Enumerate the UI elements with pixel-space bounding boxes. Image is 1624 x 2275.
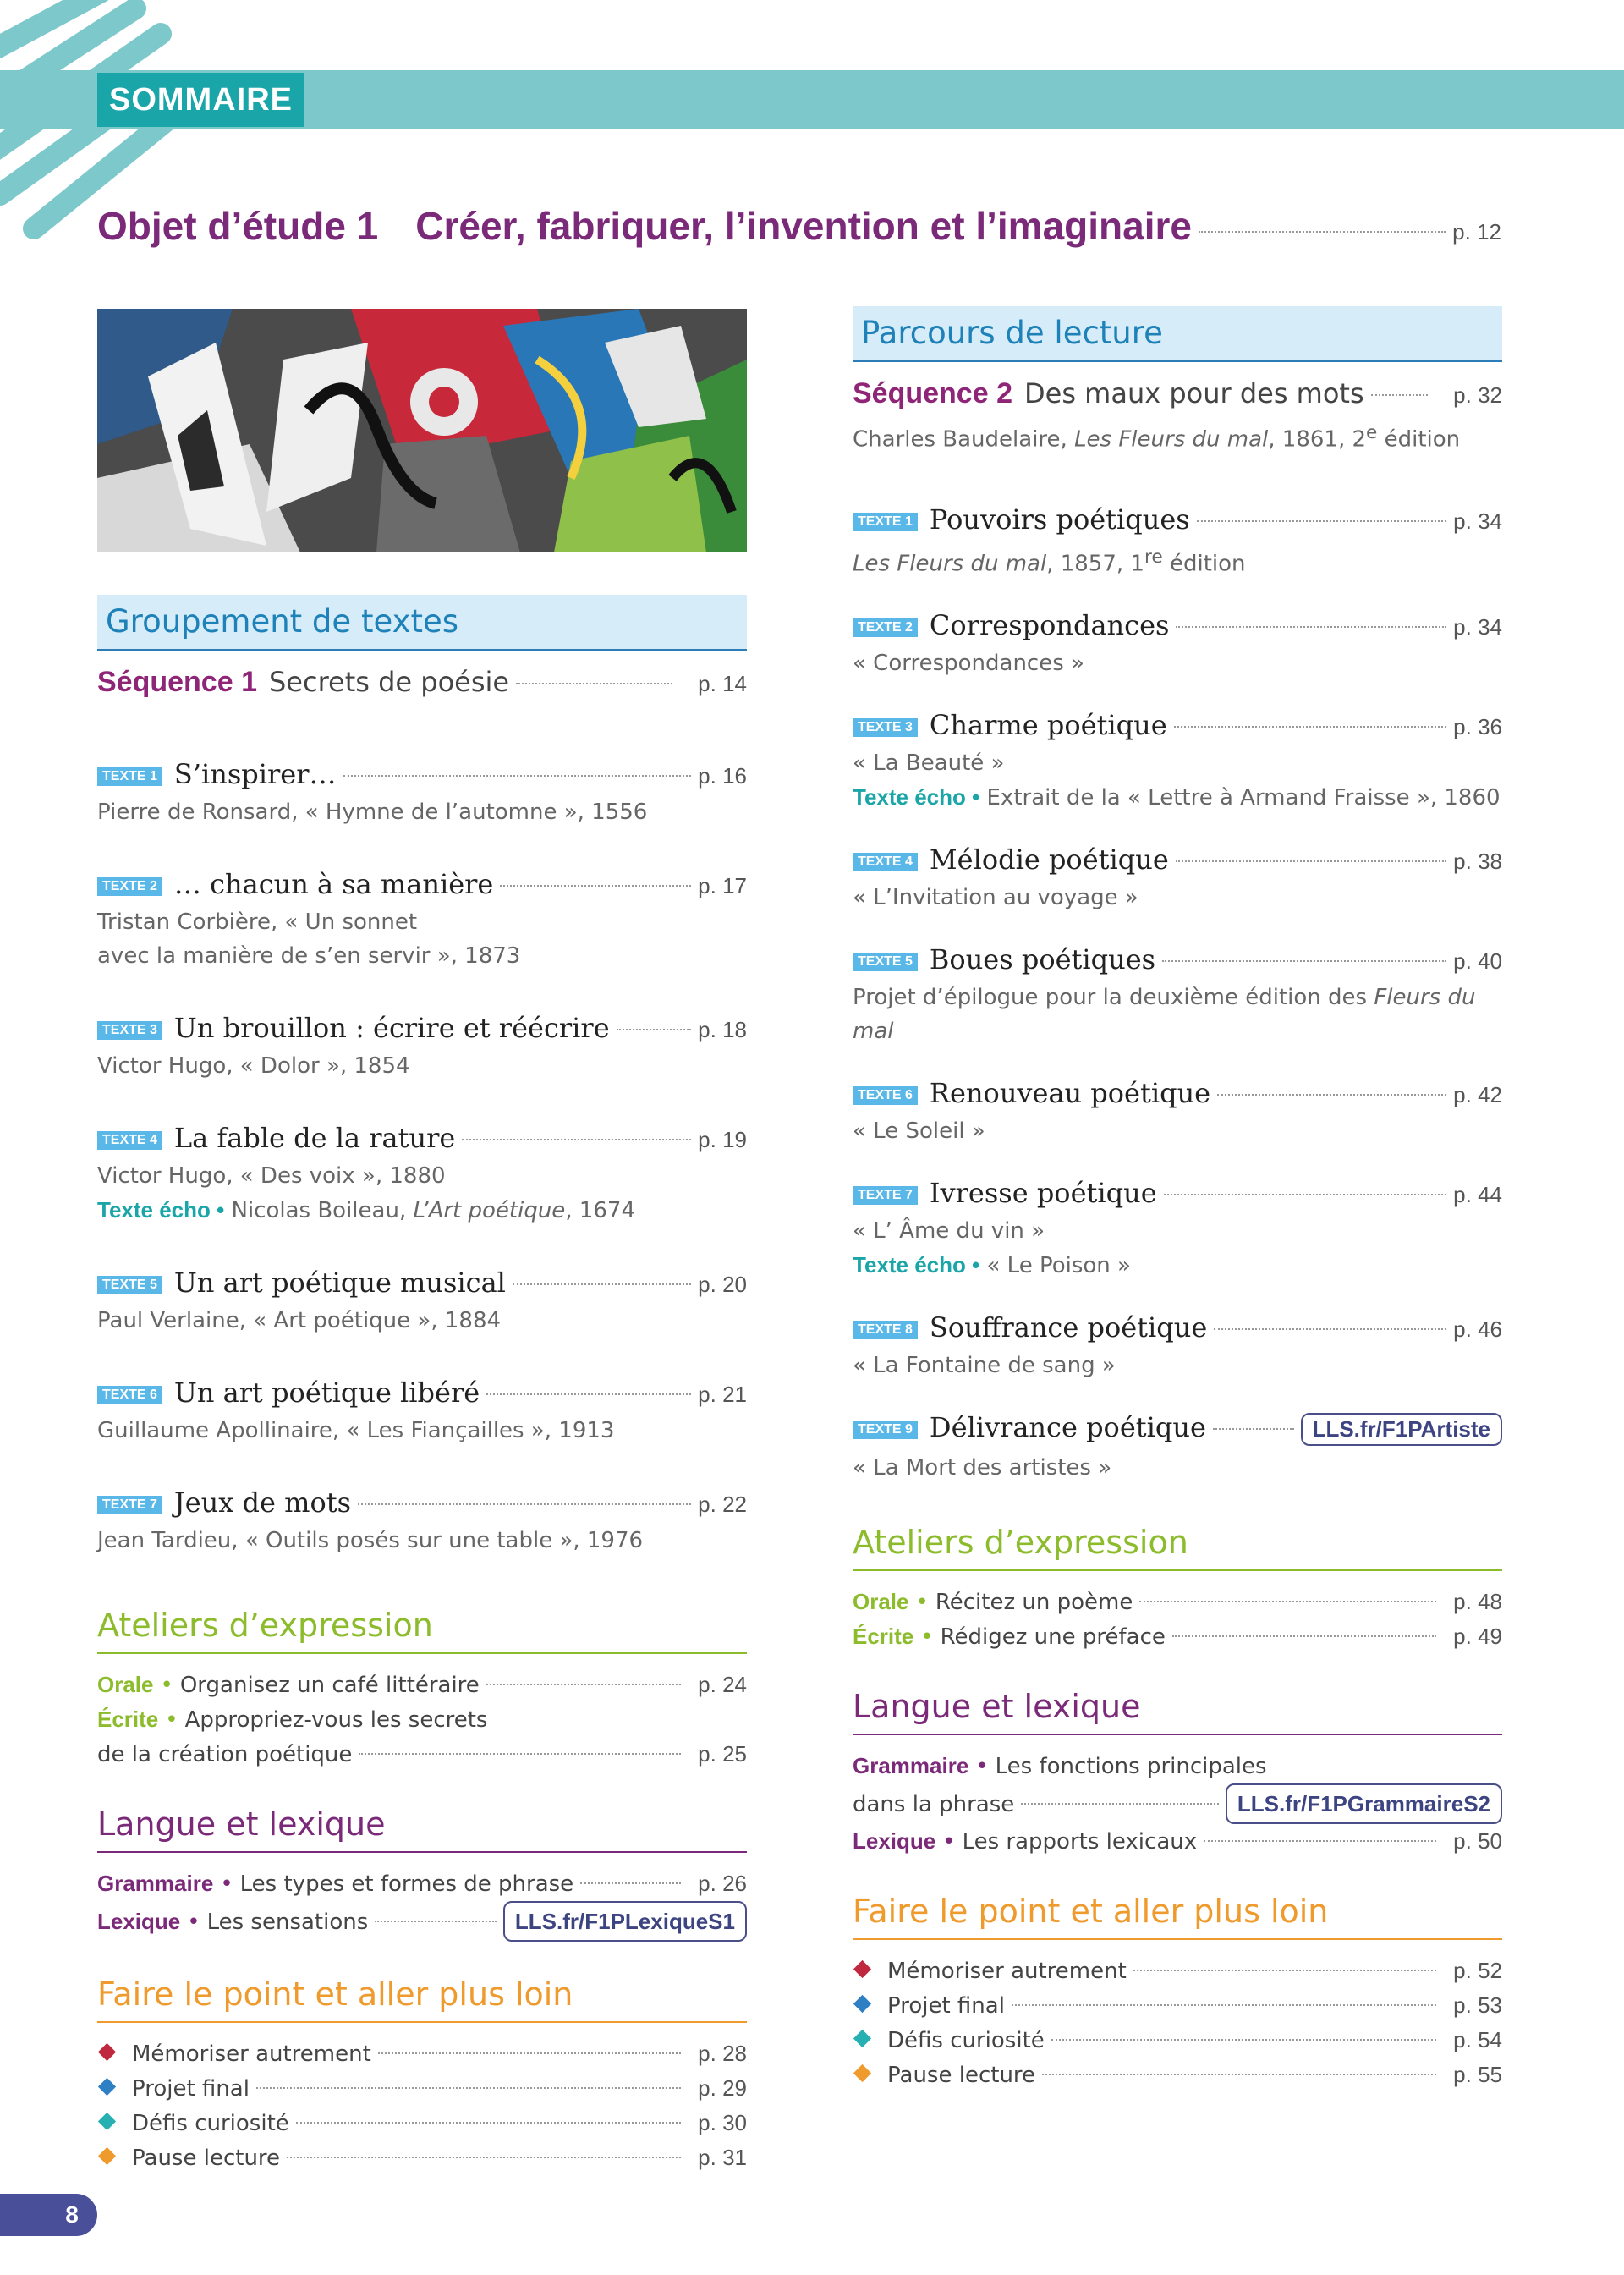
texte-source: « L’Invitation au voyage » <box>853 885 1138 911</box>
texte-title: Mélodie poétique <box>929 844 1169 876</box>
texte-link[interactable]: LLS.fr/F1PArtiste <box>1301 1413 1502 1446</box>
seq-sup: e <box>1366 422 1378 443</box>
faire-page: p. 30 <box>698 2110 747 2135</box>
band-groupement: Groupement de textes <box>97 595 747 651</box>
faire-list <box>97 2036 747 2175</box>
langue-lexique[interactable] <box>853 1824 1502 1859</box>
texte-source: « Le Soleil » <box>853 1118 985 1145</box>
texte-entry[interactable] <box>97 1122 747 1228</box>
atelier-orale[interactable] <box>97 1668 747 1702</box>
texte-page: p. 16 <box>698 763 747 789</box>
texte-title: Ivresse poétique <box>929 1177 1157 1210</box>
texte-title: Un brouillon : écrire et réécrire <box>173 1012 610 1044</box>
lexique-page: p. 50 <box>1453 1828 1502 1855</box>
atelier-ecrite[interactable] <box>853 1619 1502 1654</box>
texte-echo <box>853 1248 1502 1283</box>
leader-dots <box>1012 2004 1436 2006</box>
grammaire-tag: Grammaire <box>853 1753 969 1779</box>
texte-badge: TEXTE 7 <box>97 1496 162 1514</box>
texte-desc: Projet d’épilogue pour la deuxième édition des <box>853 985 1368 1011</box>
leader-dots <box>1174 726 1447 728</box>
sommaire-label: SOMMAIRE <box>97 73 304 127</box>
diamond-icon <box>98 2113 116 2130</box>
texte-title: S’inspirer… <box>173 758 337 790</box>
texte-badge: TEXTE 2 <box>97 877 162 896</box>
ateliers-list <box>97 1668 747 1772</box>
leader-dots <box>287 2157 681 2158</box>
echo-label: Texte écho • <box>853 1252 980 1278</box>
bullet-dot: • <box>165 1707 178 1733</box>
leader-dots <box>462 1139 691 1140</box>
faire-item[interactable] <box>97 2106 747 2140</box>
faire-page: p. 55 <box>1453 2062 1502 2088</box>
faire-item[interactable] <box>853 1988 1502 2023</box>
faire-label: Mémoriser autrement <box>132 2041 371 2067</box>
texte-page: p. 36 <box>1453 714 1502 740</box>
texte-sup: re <box>1144 546 1163 568</box>
grammaire-text: Les fonctions principales <box>995 1754 1267 1780</box>
bullet-dot: • <box>160 1673 173 1698</box>
texte-title: Charme poétique <box>929 709 1167 742</box>
echo-label: Texte écho • <box>97 1197 225 1223</box>
objet-heading[interactable] <box>97 203 1501 249</box>
texte-badge: TEXTE 1 <box>97 767 162 786</box>
grammaire-tag: Grammaire <box>97 1871 214 1896</box>
texte-page: p. 34 <box>1453 614 1502 640</box>
right-column <box>853 306 1502 2092</box>
texte-source: Victor Hugo, « Dolor », 1854 <box>97 1053 410 1079</box>
texte-year: , 1857, 1 <box>1046 551 1144 577</box>
texte-title: Délivrance poétique <box>929 1411 1206 1444</box>
faire-page: p. 54 <box>1453 2027 1502 2053</box>
faire-item[interactable] <box>97 2140 747 2175</box>
texte-page: p. 17 <box>698 873 747 898</box>
bullet-dot: • <box>942 1829 956 1855</box>
leader-dots <box>296 2122 681 2124</box>
leader-dots <box>516 683 672 684</box>
ecrite-page: p. 49 <box>1453 1624 1502 1650</box>
seq-year: , 1861, 2 <box>1268 426 1367 453</box>
faire-item[interactable] <box>97 2036 747 2071</box>
faire-label: Défis curiosité <box>887 2028 1045 2054</box>
faire-item[interactable] <box>853 1954 1502 1988</box>
faire-label: Projet final <box>887 1993 1005 2019</box>
texte-title: Renouveau poétique <box>929 1077 1211 1110</box>
texte-badge: TEXTE 5 <box>853 953 918 971</box>
diamond-icon <box>98 2078 116 2096</box>
texte-title: Correspondances <box>929 609 1170 642</box>
leader-dots <box>500 885 691 887</box>
echo-label: Texte écho • <box>853 784 980 811</box>
texte-title: Un art poétique libéré <box>173 1377 480 1409</box>
leader-dots <box>513 1283 691 1285</box>
texte-page: p. 46 <box>1453 1316 1502 1343</box>
orale-text: Récitez un poème <box>935 1590 1133 1616</box>
section-langue: Langue et lexique <box>97 1805 747 1853</box>
echo-year: , 1674 <box>565 1198 636 1223</box>
ecrite-tag: Écrite <box>853 1624 914 1650</box>
leader-dots <box>580 1882 681 1884</box>
texte-page: p. 18 <box>698 1017 747 1042</box>
atelier-orale[interactable] <box>853 1585 1502 1619</box>
faire-label: Projet final <box>132 2076 250 2102</box>
texte-entry[interactable] <box>97 1012 747 1083</box>
texte-page: p. 20 <box>698 1272 747 1297</box>
texte-entry[interactable] <box>97 868 747 973</box>
section-ateliers: Ateliers d’expression <box>97 1607 747 1654</box>
texte-badge: TEXTE 3 <box>97 1021 162 1040</box>
band-parcours: Parcours de lecture <box>853 306 1502 362</box>
langue-grammaire-cont[interactable] <box>853 1783 1502 1824</box>
sequence-title: Des maux pour des mots <box>1023 377 1364 409</box>
leader-dots <box>1051 2039 1436 2041</box>
sequence-source <box>853 417 1502 456</box>
leader-dots <box>1204 1840 1436 1842</box>
texte-source: « L’ Âme du vin » <box>853 1218 1045 1245</box>
leader-dots <box>378 2052 681 2054</box>
texte-source: Victor Hugo, « Des voix », 1880 <box>97 1163 446 1189</box>
section-faire-le-point: Faire le point et aller plus loin <box>853 1893 1502 1940</box>
faire-page: p. 53 <box>1453 1992 1502 2019</box>
sequence-page: p. 14 <box>698 671 747 696</box>
texte-source: « Correspondances » <box>853 651 1084 677</box>
texte-entry[interactable] <box>97 1377 747 1448</box>
texte-title: … chacun à sa manière <box>173 868 494 900</box>
ateliers-list <box>853 1585 1502 1654</box>
leader-dots <box>1162 960 1446 962</box>
leader-dots <box>1176 860 1446 862</box>
grammaire-text: Les types et formes de phrase <box>239 1871 574 1897</box>
orale-tag: Orale <box>853 1589 909 1615</box>
texte-source: Tristan Corbière, « Un sonnet <box>97 909 418 935</box>
texte-source: « La Fontaine de sang » <box>853 1353 1116 1379</box>
section-ateliers: Ateliers d’expression <box>853 1524 1502 1571</box>
texte-source: Guillaume Apollinaire, « Les Fiançailles », 1913 <box>97 1418 615 1443</box>
sequence-1[interactable] <box>97 666 747 699</box>
grammaire-link[interactable]: LLS.fr/F1PGrammaireS2 <box>1226 1783 1502 1824</box>
texte-page: p. 38 <box>1453 849 1502 875</box>
texte-echo <box>853 780 1502 815</box>
faire-label: Pause lecture <box>887 2063 1036 2089</box>
left-column <box>97 595 747 2175</box>
texte-page: p. 42 <box>1453 1082 1502 1108</box>
texte-entry[interactable] <box>853 1411 1502 1485</box>
texte-work: Les Fleurs du mal <box>853 551 1047 577</box>
texte-entry[interactable] <box>853 609 1502 680</box>
texte-source: Jean Tardieu, « Outils posés sur une table », 1976 <box>97 1528 644 1553</box>
texte-badge: TEXTE 1 <box>853 513 918 531</box>
texte-badge: TEXTE 3 <box>853 718 918 737</box>
orale-page: p. 48 <box>1453 1589 1502 1615</box>
leader-dots <box>1042 2074 1436 2075</box>
orale-tag: Orale <box>97 1672 154 1697</box>
texte-entry[interactable] <box>853 503 1502 581</box>
leader-dots <box>1371 394 1428 396</box>
leader-dots <box>617 1029 692 1030</box>
lexique-link[interactable]: LLS.fr/F1PLexiqueS1 <box>503 1901 747 1942</box>
diamond-icon <box>98 2043 116 2061</box>
diamond-icon <box>853 1995 871 2013</box>
echo-text: « Le Poison » <box>986 1253 1131 1279</box>
section-faire-le-point: Faire le point et aller plus loin <box>97 1976 747 2023</box>
texte-source: « La Beauté » <box>853 750 1005 777</box>
ecrite-tag: Écrite <box>97 1706 159 1732</box>
faire-page: p. 52 <box>1453 1958 1502 1984</box>
texte-work: Fleurs du mal <box>853 985 1476 1045</box>
sequence-title: Secrets de poésie <box>268 666 510 698</box>
faire-page: p. 28 <box>698 2041 747 2066</box>
diamond-icon <box>853 1960 871 1978</box>
ecrite-text: Appropriez-vous les secrets <box>184 1707 488 1733</box>
diamond-icon <box>98 2147 116 2165</box>
texte-title: Boues poétiques <box>929 943 1156 976</box>
texte-entry[interactable] <box>97 1267 747 1338</box>
leader-dots <box>1172 1635 1436 1637</box>
faire-page: p. 29 <box>698 2075 747 2101</box>
leader-dots <box>1133 1970 1436 1971</box>
faire-label: Mémoriser autrement <box>887 1959 1127 1985</box>
objet-number: Objet d’étude 1 <box>97 204 379 248</box>
texte-source: Pierre de Ronsard, « Hymne de l’automne », 1556 <box>97 800 648 825</box>
texte-source <box>853 981 1502 1048</box>
texte-source <box>853 541 1502 581</box>
sequence-page: p. 32 <box>1453 382 1502 408</box>
leader-dots <box>1197 520 1446 522</box>
bullet-dot: • <box>915 1590 929 1616</box>
ecrite-text-2: de la création poétique <box>97 1742 353 1767</box>
leader-dots <box>1139 1601 1436 1602</box>
texte-entry[interactable] <box>97 1486 747 1558</box>
leader-dots <box>1213 1428 1294 1430</box>
leader-dots <box>1199 231 1446 233</box>
seq-edition: édition <box>1377 426 1461 453</box>
diamond-icon <box>853 2064 871 2082</box>
texte-page: p. 44 <box>1453 1182 1502 1208</box>
leader-dots <box>375 1921 497 1922</box>
texte-page: p. 21 <box>698 1382 747 1407</box>
ecrite-text: Rédigez une préface <box>940 1624 1166 1651</box>
sequence-2[interactable] <box>853 377 1502 410</box>
ecrite-page: p. 25 <box>698 1741 747 1767</box>
texte-badge: TEXTE 8 <box>853 1321 918 1339</box>
texte-edition: édition <box>1162 551 1246 577</box>
grammaire-text-2: dans la phrase <box>853 1792 1015 1818</box>
leader-dots <box>1217 1094 1446 1096</box>
texte-badge: TEXTE 2 <box>853 618 918 637</box>
texte-entry[interactable] <box>853 1311 1502 1382</box>
lexique-tag: Lexique <box>853 1828 936 1855</box>
texte-badge: TEXTE 5 <box>97 1276 162 1294</box>
faire-item[interactable] <box>97 2071 747 2106</box>
sequence-label: Séquence 2 <box>853 377 1012 409</box>
lexique-text: Les sensations <box>206 1910 369 1935</box>
page-number-tab <box>0 2194 97 2236</box>
faire-label: Pause lecture <box>132 2146 281 2171</box>
texte-title: Jeux de mots <box>173 1486 351 1519</box>
texte-page: p. 22 <box>698 1492 747 1517</box>
seq-author: Charles Baudelaire, <box>853 426 1067 453</box>
leader-dots <box>343 775 692 777</box>
texte-entry[interactable] <box>853 1177 1502 1283</box>
bullet-dot: • <box>975 1754 989 1780</box>
texte-entry[interactable] <box>853 943 1502 1048</box>
texte-entry[interactable] <box>853 844 1502 915</box>
bullet-dot: • <box>920 1624 934 1651</box>
leader-dots <box>1214 1328 1446 1330</box>
atelier-ecrite-cont[interactable] <box>97 1737 747 1772</box>
leader-dots <box>358 1503 691 1505</box>
page-number: 8 <box>65 2201 79 2228</box>
faire-list <box>853 1954 1502 2092</box>
orale-text: Organisez un café littéraire <box>179 1673 480 1698</box>
objet-title: Créer, fabriquer, l’invention et l’imaginaire <box>415 204 1192 248</box>
texte-echo <box>97 1193 747 1228</box>
texte-badge: TEXTE 4 <box>97 1131 162 1150</box>
texte-entry[interactable] <box>853 709 1502 815</box>
texte-title: La fable de la rature <box>173 1122 456 1154</box>
texte-source-line2: avec la manière de s’en servir », 1873 <box>97 943 521 969</box>
texte-title: Souffrance poétique <box>929 1311 1208 1344</box>
faire-page: p. 31 <box>698 2145 747 2170</box>
sequence-label: Séquence 1 <box>97 666 257 698</box>
texte-page: p. 40 <box>1453 948 1502 975</box>
texte-badge: TEXTE 7 <box>853 1186 918 1205</box>
orale-page: p. 24 <box>698 1672 747 1697</box>
bullet-dot: • <box>187 1910 200 1935</box>
faire-item[interactable] <box>853 2023 1502 2058</box>
langue-grammaire[interactable] <box>853 1749 1502 1783</box>
langue-list <box>853 1749 1502 1859</box>
texte-source: « La Mort des artistes » <box>853 1455 1112 1481</box>
echo-work: L’Art poétique <box>413 1198 566 1223</box>
diamond-icon <box>853 2030 871 2047</box>
atelier-ecrite[interactable] <box>97 1702 747 1737</box>
texte-page: p. 19 <box>698 1127 747 1152</box>
langue-grammaire[interactable] <box>97 1866 747 1901</box>
leader-dots <box>1164 1194 1447 1195</box>
section-langue: Langue et lexique <box>853 1688 1502 1735</box>
texte-title: Pouvoirs poétiques <box>929 503 1190 536</box>
lexique-tag: Lexique <box>97 1909 181 1934</box>
leader-dots <box>256 2087 681 2089</box>
bullet-dot: • <box>220 1871 233 1897</box>
echo-text: Extrait de la « Lettre à Armand Fraisse », 1860 <box>986 785 1501 811</box>
texte-badge: TEXTE 9 <box>853 1421 918 1439</box>
texte-page: p. 34 <box>1453 508 1502 534</box>
texte-title: Un art poétique musical <box>173 1267 506 1299</box>
leader-dots <box>359 1753 681 1755</box>
texte-badge: TEXTE 4 <box>853 853 918 871</box>
leader-dots <box>1021 1803 1219 1805</box>
hero-illustration <box>97 309 747 552</box>
texte-entry[interactable] <box>853 1077 1502 1148</box>
texte-entry[interactable] <box>97 758 747 829</box>
texte-badge: TEXTE 6 <box>853 1086 918 1105</box>
seq-work: Les Fleurs du mal <box>1074 426 1269 453</box>
texte-source: Paul Verlaine, « Art poétique », 1884 <box>97 1308 502 1333</box>
leader-dots <box>486 1684 681 1685</box>
leader-dots <box>1176 626 1446 628</box>
texte-badge: TEXTE 6 <box>97 1386 162 1404</box>
echo-author: Nicolas Boileau, <box>231 1198 407 1223</box>
lexique-text: Les rapports lexicaux <box>962 1829 1198 1855</box>
faire-item[interactable] <box>853 2058 1502 2092</box>
objet-page: p. 12 <box>1452 219 1501 245</box>
grammaire-page: p. 26 <box>698 1871 747 1896</box>
faire-label: Défis curiosité <box>132 2111 289 2136</box>
langue-list <box>97 1866 747 1942</box>
leader-dots <box>486 1393 691 1395</box>
langue-lexique[interactable] <box>97 1901 747 1942</box>
